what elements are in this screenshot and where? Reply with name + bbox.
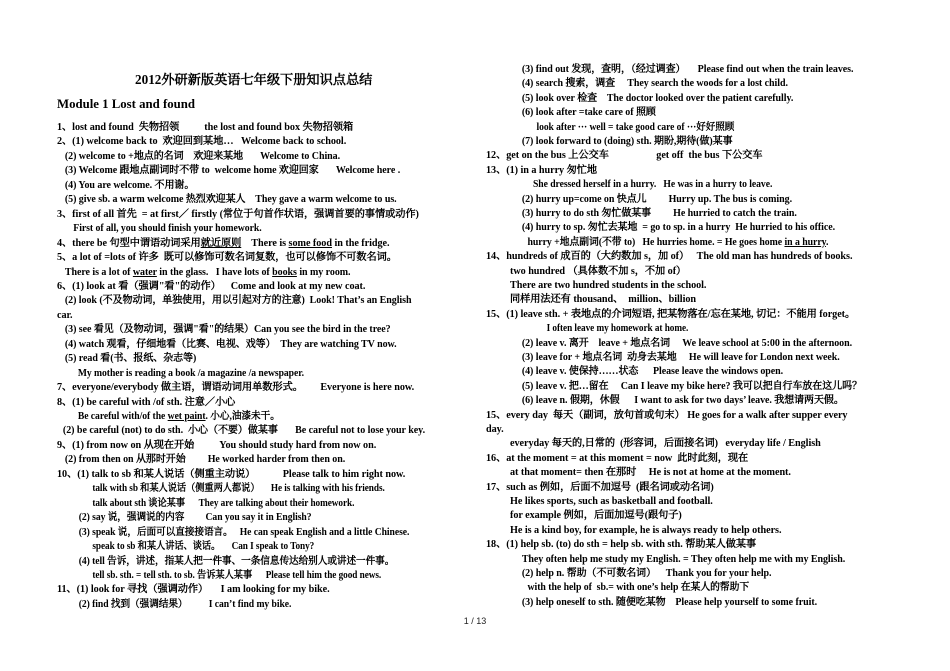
text-line bbox=[57, 598, 447, 612]
line-text: (3) Welcome 跟地点副词时不带 to welcome home 欢迎回家 Welcome here . bbox=[64, 165, 401, 177]
line-text: (2) say 说，强调说的内容 Can you say it in English? bbox=[78, 512, 312, 524]
line-text: (7) look forward to (doing) sth. 期盼,期待(做)某事 bbox=[521, 136, 733, 147]
line-text: 11、(1) look for 寻找（强调动作） I am looking for my bike. bbox=[57, 584, 330, 596]
line-text: There is bbox=[241, 237, 289, 249]
line-text: (4) leave v. 使保持……状态 Please leave the windows open. bbox=[521, 366, 784, 378]
line-text: at that moment= then 在那时 He is not at home at the moment. bbox=[510, 467, 791, 479]
line-text: (3) help oneself to sth. 随便吃某物 Please help yourself to some fruit. bbox=[521, 596, 818, 608]
line-text: (5) read 看(书、报纸、杂志等) bbox=[64, 353, 197, 365]
line-text: There is a lot of bbox=[64, 266, 133, 278]
line-text: (4) You are welcome. 不用谢。 bbox=[64, 179, 195, 191]
line-text: (2) from then on 从那时开始 He worked harder from then on. bbox=[64, 454, 346, 466]
text-line bbox=[514, 380, 888, 394]
text-line bbox=[57, 208, 470, 222]
text-line bbox=[57, 280, 470, 294]
line-text: 8、(1) be careful with /of sth. 注意／小心 bbox=[57, 396, 236, 408]
line-text: 13、(1) in a hurry 匆忙地 bbox=[486, 164, 598, 176]
text-line bbox=[514, 351, 888, 365]
text-line bbox=[514, 236, 882, 250]
text-line bbox=[486, 409, 896, 423]
text-line bbox=[57, 424, 464, 438]
line-text: 6、(1) look at 看（强调"看"的动作） Come and look at my new coat. bbox=[57, 280, 366, 292]
text-line bbox=[57, 410, 448, 424]
text-line bbox=[514, 121, 872, 135]
text-line bbox=[514, 135, 888, 149]
text-line bbox=[57, 237, 470, 251]
line-text: 12、get on the bus 上公交车 get off the bus 下公交车 bbox=[486, 150, 763, 162]
line-text: 4、there be 句型中谓语动词采用 bbox=[57, 237, 201, 249]
text-line bbox=[57, 179, 462, 193]
page-title: 2012外研新版英语七年级下册知识点总结 bbox=[135, 72, 373, 87]
line-text: 10、(1) talk to sb 和某人说话（侧重主动说） Please talk to him right now. bbox=[57, 468, 406, 480]
underlined-text: wet paint bbox=[167, 411, 206, 422]
underlined-text: some food bbox=[288, 237, 332, 249]
text-line bbox=[514, 322, 860, 336]
text-line bbox=[57, 135, 470, 149]
text-line bbox=[514, 178, 876, 192]
text-line bbox=[514, 337, 888, 351]
text-line bbox=[57, 468, 470, 482]
text-line bbox=[510, 509, 896, 523]
line-text: in the glass. I have lots of bbox=[156, 266, 273, 278]
line-text: (2) look (不及物动词，单独使用，用以引起对方的注意) Look! That’s an English bbox=[64, 295, 412, 307]
text-line bbox=[486, 452, 896, 466]
text-line bbox=[486, 250, 896, 264]
line-text: (4) tell 告诉，讲述，指某人把一件事、一条信息传达给别人或讲述一件事。 bbox=[78, 555, 395, 567]
text-line bbox=[514, 394, 888, 408]
text-line bbox=[514, 207, 888, 221]
text-line bbox=[510, 466, 896, 480]
text-line bbox=[514, 553, 888, 567]
page-number: 1 / 13 bbox=[463, 616, 487, 626]
line-text: 16、at the moment = at this moment = now 此时此刻，现在 bbox=[486, 452, 749, 464]
line-text: (3) leave for + 地点名词 动身去某地 He will leave for London next week. bbox=[521, 352, 840, 363]
line-text: in the fridge. bbox=[331, 237, 390, 249]
line-text: (6) leave n. 假期，休假 I want to ask for two days’ leave. 我想请两天假。 bbox=[521, 395, 844, 407]
line-text: in my room. bbox=[296, 266, 351, 278]
text-line bbox=[57, 309, 470, 323]
text-line bbox=[486, 538, 896, 552]
line-text: hurry +地点副词(不带 to) He hurries home. = He goes home bbox=[527, 236, 785, 248]
text-line bbox=[57, 482, 431, 496]
text-line bbox=[57, 294, 462, 308]
text-line bbox=[57, 540, 431, 554]
line-text: 9、(1) from now on 从现在开始 You should study hard from now on. bbox=[57, 439, 377, 451]
line-text: (6) look after =take care of 照顾 bbox=[521, 107, 656, 119]
text-line bbox=[57, 381, 470, 395]
text-line bbox=[514, 596, 888, 610]
text-line bbox=[57, 453, 462, 467]
line-text: two hundred （具体数不加 s，不加 of） bbox=[510, 265, 687, 277]
line-text: (2) leave v. 离开 leave + 地点名词 We leave school at 5:00 in the afternoon. bbox=[521, 337, 853, 349]
line-text: (2) help n. 帮助（不可数名词） Thank you for your help. bbox=[521, 568, 772, 579]
line-text: . 小心,油漆未干。 bbox=[205, 411, 280, 422]
line-text: (2) hurry up=come on 快点儿 Hurry up. The bus is coming. bbox=[521, 193, 793, 205]
line-text: (3) find out 发现，查明，（经过调查） Please find out when the train leaves. bbox=[521, 64, 854, 75]
underlined-text: in a hurry bbox=[784, 236, 826, 248]
line-text: everyday 每天的,日常的 (形容词，后面接名词) everyday life / English bbox=[510, 438, 821, 450]
line-text: 15、(1) leave sth. + 表地点的介词短语, 把某物落在/忘在某地, 切记：不能用 forget。 bbox=[486, 308, 856, 320]
line-text: 同样用法还有 thousand、 million、billion bbox=[510, 294, 697, 306]
text-line bbox=[514, 106, 888, 120]
line-text: day. bbox=[486, 424, 504, 435]
text-line bbox=[514, 221, 888, 235]
text-line bbox=[57, 526, 447, 540]
line-text: 2、(1) welcome back to 欢迎回到某地… Welcome back to school. bbox=[57, 136, 347, 148]
line-text: 5、a lot of =lots of 许多 既可以修饰可数名词复数，也可以修饰不可数名词。 bbox=[57, 252, 397, 264]
text-line bbox=[57, 222, 453, 236]
line-text: 1、lost and found 失物招领 the lost and found box 失物招领箱 bbox=[57, 122, 354, 133]
text-line bbox=[486, 308, 896, 322]
module-heading: Module 1 Lost and found bbox=[57, 97, 195, 111]
text-line bbox=[57, 396, 470, 410]
line-text: 7、everyone/everybody 做主语，谓语动词用单数形式。 Everyone is here now. bbox=[57, 382, 415, 394]
text-line bbox=[486, 164, 896, 178]
text-line bbox=[486, 481, 896, 495]
line-text: He is a kind boy, for example, he is always ready to help others. bbox=[510, 524, 782, 536]
line-text: (3) speak 说，后面可以直接接语言。 He can speak English and a little Chinese. bbox=[78, 526, 410, 538]
line-text: He likes sports, such as basketball and football. bbox=[510, 496, 713, 507]
line-text: tell sb. sth. = tell sth. to sb. 告诉某人某事 Please tell him the good news. bbox=[92, 569, 382, 581]
line-text: There are two hundred students in the school. bbox=[510, 280, 707, 291]
text-line bbox=[510, 524, 896, 538]
text-line bbox=[57, 193, 462, 207]
text-line bbox=[57, 352, 462, 366]
text-line bbox=[57, 439, 470, 453]
line-text: 17、such as 例如，后面不加逗号 (跟名词或动名词) bbox=[486, 481, 714, 493]
text-line bbox=[57, 266, 462, 280]
text-line bbox=[57, 323, 462, 337]
text-line bbox=[510, 265, 896, 279]
text-line bbox=[57, 583, 470, 597]
text-line bbox=[57, 150, 462, 164]
line-text: for example 例如，后面加逗号(跟句子) bbox=[510, 510, 682, 522]
underlined-text: 就近原则 bbox=[200, 237, 242, 249]
text-line bbox=[57, 511, 447, 525]
text-line bbox=[510, 495, 896, 509]
text-line bbox=[514, 365, 888, 379]
line-text: First of all, you should finish your homework. bbox=[73, 223, 262, 235]
line-text: 15、every day 每天（副词，放句首或句末） He goes for a walk after supper every bbox=[486, 409, 848, 421]
text-line bbox=[510, 293, 896, 307]
line-text: (2) welcome to +地点的名词 欢迎来某地 Welcome to China. bbox=[64, 150, 341, 162]
line-text: (4) watch 观看，仔细地看（比赛、电视、戏等） They are watching TV now. bbox=[64, 338, 397, 350]
line-text: (4) search 搜索，调查 They search the woods for a lost child. bbox=[521, 78, 788, 90]
text-line bbox=[57, 338, 462, 352]
line-text: (4) hurry to sp. 匆忙去某地 = go to sp. in a hurry He hurried to his office. bbox=[521, 222, 836, 234]
text-line bbox=[57, 555, 447, 569]
line-text: She dressed herself in a hurry. He was in a hurry to leave. bbox=[532, 179, 773, 191]
line-text: with the help of sb.= with one’s help 在某人的帮助下 bbox=[527, 582, 750, 594]
text-line bbox=[57, 569, 431, 583]
line-text: 14、hundreds of 成百的（大约数加 s，加 of） The old man has hundreds of books. bbox=[486, 251, 853, 263]
text-line bbox=[57, 121, 470, 135]
line-text: (2) find 找到（强调结果） I can’t find my bike. bbox=[78, 598, 292, 610]
text-line bbox=[514, 193, 888, 207]
line-text: . bbox=[825, 236, 829, 248]
underlined-text: water bbox=[132, 266, 157, 278]
text-line bbox=[57, 497, 431, 511]
line-text: talk with sb 和某人说话（侧重两人都说） He is talking with his friends. bbox=[92, 483, 385, 495]
text-line bbox=[486, 149, 896, 163]
line-text: (5) look over 检查 The doctor looked over the patient carefully. bbox=[521, 92, 794, 104]
line-text: (5) leave v. 把…留在 Can I leave my bike here? 我可以把自行车放在这儿吗？ bbox=[521, 380, 862, 392]
line-text: My mother is reading a book /a magazine /a newspaper. bbox=[77, 367, 304, 379]
line-text: (3) see 看见（及物动词，强调"看"的结果）Can you see the bird in the tree? bbox=[64, 324, 391, 336]
text-line bbox=[510, 279, 896, 293]
line-text: 18、(1) help sb. (to) do sth = help sb. with sth. 帮助某人做某事 bbox=[486, 539, 757, 551]
line-text: Be careful with/of the bbox=[77, 411, 168, 422]
text-line bbox=[514, 581, 882, 595]
line-text: talk about sth 谈论某事 They are talking about their homework. bbox=[92, 497, 355, 509]
text-line bbox=[57, 367, 448, 381]
text-line bbox=[486, 423, 896, 437]
text-line bbox=[510, 437, 896, 451]
line-text: look after ··· well = take good care of ···好好照顾 bbox=[536, 121, 735, 133]
line-text: 3、first of all 首先 = at first／ firstly (常位于句首作状语，强调首要的事情或动作) bbox=[57, 208, 419, 220]
text-line bbox=[514, 567, 888, 581]
line-text: (2) be careful (not) to do sth. 小心（不要）做某事 Be careful not to lose your key. bbox=[62, 425, 426, 437]
line-text: speak to sb 和某人讲话、谈话。 Can I speak to Tony? bbox=[92, 541, 315, 553]
line-text: (3) hurry to do sth 匆忙做某事 He hurried to catch the train. bbox=[521, 208, 797, 219]
text-line bbox=[57, 251, 470, 265]
line-text: They often help me study my English. = They often help me with my English. bbox=[521, 553, 846, 565]
line-text: car. bbox=[57, 309, 73, 321]
text-line bbox=[514, 92, 888, 106]
text-line bbox=[57, 164, 462, 178]
text-line bbox=[514, 77, 888, 91]
line-text: I often leave my homework at home. bbox=[546, 323, 689, 335]
text-line bbox=[514, 63, 888, 77]
underlined-text: books bbox=[272, 266, 297, 278]
line-text: (5) give sb. a warm welcome 热烈欢迎某人 They gave a warm welcome to us. bbox=[64, 194, 397, 206]
